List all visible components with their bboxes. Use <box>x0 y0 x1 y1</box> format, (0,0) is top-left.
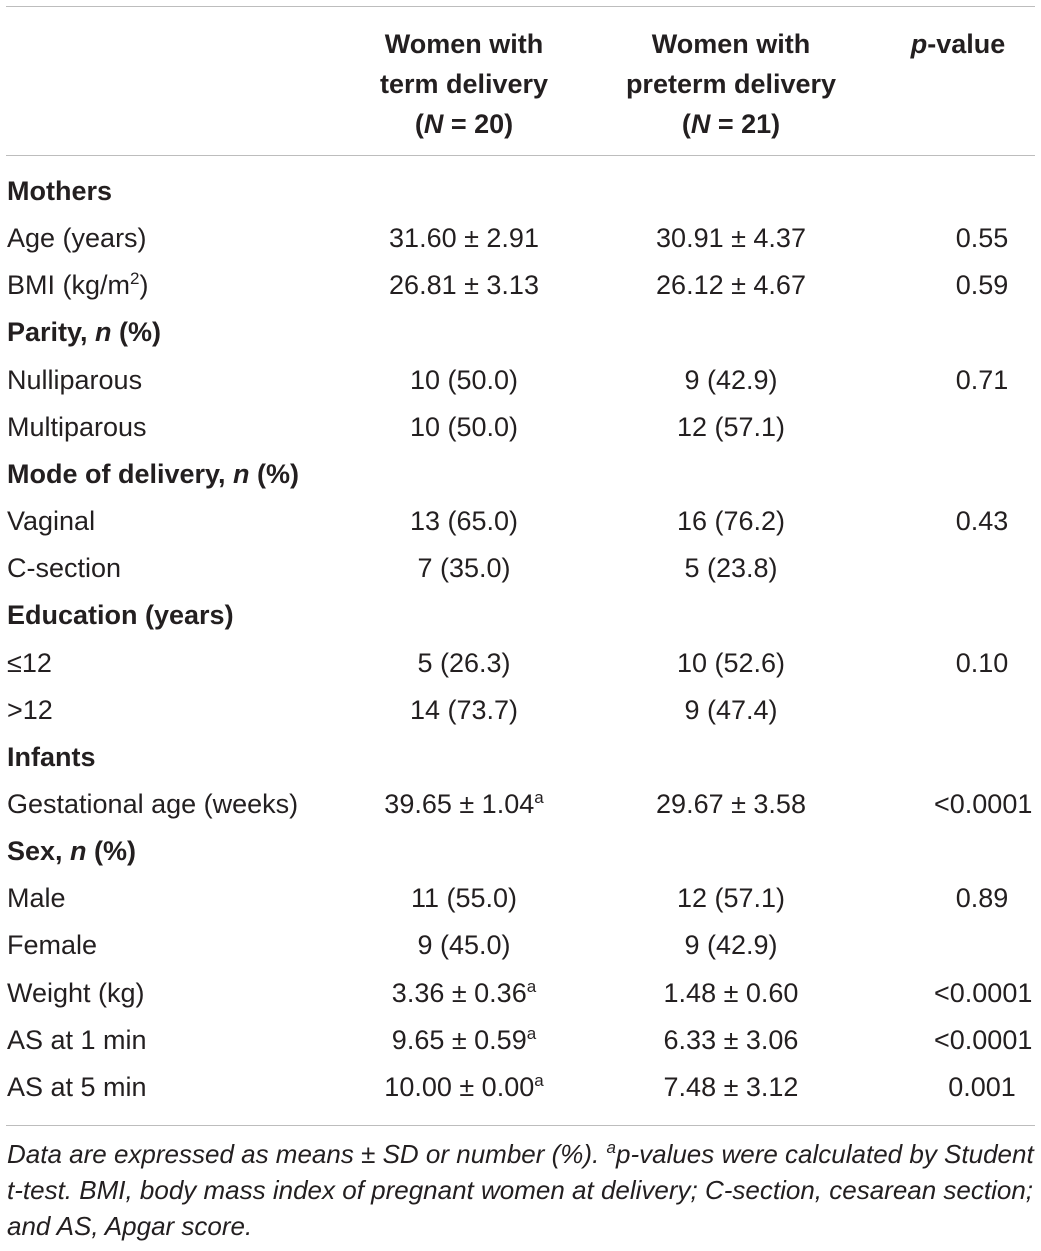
row-label: BMI $(kg/m^2)$ <box>7 269 149 300</box>
cell-term-delivery: 10 (50.0) <box>409 365 519 395</box>
footnote-superscript: a <box>606 1138 616 1157</box>
table-row <box>0 875 1041 922</box>
table-row <box>0 781 1041 828</box>
section-header-row <box>0 309 1041 356</box>
section-label: Sex, n (%) <box>7 836 137 866</box>
row-label: Gestational age (weeks) <box>7 789 299 819</box>
row-label: C-section <box>7 553 122 583</box>
row-label: Male <box>7 883 66 913</box>
header-preterm-delivery <box>608 24 854 144</box>
header-preterm-line3: (N = 21) <box>681 109 781 139</box>
cell-p-value: <0.0001 <box>934 1025 1033 1055</box>
cell-preterm-delivery: 26.12 ± 4.67 <box>656 270 806 300</box>
section-label: Parity, n (%) <box>7 317 162 347</box>
cell-preterm-delivery: 9 (47.4) <box>684 695 778 725</box>
cell-preterm-delivery: 7.48 ± 3.12 <box>663 1072 799 1102</box>
header-p-italic: p <box>910 29 928 59</box>
cell-term-delivery: 39.65 ± 1.04$^a$ <box>384 788 544 819</box>
section-label: Education (years) <box>7 600 234 630</box>
cell-p-value: <0.0001 <box>934 978 1033 1008</box>
cell-preterm-delivery: 30.91 ± 4.37 <box>656 223 806 253</box>
table-row <box>0 1017 1041 1064</box>
cell-p-value: 0.89 <box>955 883 1009 913</box>
cell-preterm-delivery: 9 (42.9) <box>684 365 778 395</box>
cell-term-delivery: 11 (55.0) <box>410 883 518 913</box>
cell-p-value: 0.55 <box>955 223 1009 253</box>
cell-p-value: 0.59 <box>955 270 1009 300</box>
table-row <box>0 970 1041 1017</box>
cell-term-delivery: 10 (50.0) <box>409 412 519 442</box>
table-row <box>0 262 1041 309</box>
cell-preterm-delivery: 12 (57.1) <box>676 883 786 913</box>
table-row <box>0 545 1041 592</box>
table-row <box>0 357 1041 404</box>
header-term-line2: term delivery <box>379 69 549 99</box>
section-header-row <box>0 451 1041 498</box>
header-p-value <box>892 24 1024 64</box>
table-bottom-rule <box>6 1125 1035 1126</box>
row-label: Female <box>7 930 98 960</box>
section-header-row <box>0 592 1041 639</box>
header-p-rest: -value <box>927 29 1006 59</box>
row-label: AS at 5 min <box>7 1072 147 1102</box>
header-term-delivery <box>346 24 582 144</box>
header-bottom-rule <box>6 155 1035 156</box>
row-label: ≤12 <box>7 648 52 678</box>
cell-p-value: <0.0001 <box>934 789 1033 819</box>
cell-term-delivery: 10.00 ± 0.00$^a$ <box>384 1071 544 1102</box>
cell-term-delivery: 7 (35.0) <box>417 553 511 583</box>
cell-preterm-delivery: 29.67 ± 3.58 <box>656 789 806 819</box>
cell-term-delivery: 31.60 ± 2.91 <box>389 223 539 253</box>
header-preterm-line2: preterm delivery <box>625 69 837 99</box>
row-label: Nulliparous <box>7 365 143 395</box>
row-label: Multiparous <box>7 412 147 442</box>
section-label: Mode of delivery, n (%) <box>7 459 300 489</box>
header-term-line3: (N = 20) <box>414 109 514 139</box>
cell-term-delivery: 9 (45.0) <box>417 930 511 960</box>
table-footnote <box>7 1136 1037 1244</box>
table-row <box>0 1064 1041 1111</box>
header-preterm-line1: Women with <box>651 29 811 59</box>
section-header-row <box>0 168 1041 215</box>
cell-preterm-delivery: 1.48 ± 0.60 <box>663 978 799 1008</box>
table-row <box>0 404 1041 451</box>
cell-p-value: 0.001 <box>948 1072 1016 1102</box>
cell-term-delivery: 14 (73.7) <box>409 695 519 725</box>
table-row <box>0 215 1041 262</box>
cell-preterm-delivery: 16 (76.2) <box>676 506 786 536</box>
section-header-row <box>0 734 1041 781</box>
cell-preterm-delivery: 10 (52.6) <box>676 648 786 678</box>
table-top-rule <box>6 6 1035 7</box>
row-label: Weight (kg) <box>7 978 145 1008</box>
table-row <box>0 640 1041 687</box>
footnote-part2: p-values were calculated by Student t-test. BMI, body mass index of pregnant women at delivery; C-section, cesarean section; and AS, Apgar score. <box>7 1139 1034 1241</box>
cell-p-value: 0.71 <box>955 365 1009 395</box>
table-row <box>0 687 1041 734</box>
cell-p-value: 0.43 <box>955 506 1009 536</box>
table-row <box>0 922 1041 969</box>
section-header-row <box>0 828 1041 875</box>
cell-p-value: 0.10 <box>955 648 1009 678</box>
footnote-part1: Data are expressed as means ± SD or number (%). <box>7 1139 607 1169</box>
cell-preterm-delivery: 12 (57.1) <box>676 412 786 442</box>
section-label: Mothers <box>7 176 113 206</box>
cell-term-delivery: 13 (65.0) <box>409 506 519 536</box>
cell-term-delivery: 5 (26.3) <box>417 648 511 678</box>
row-label: Age (years) <box>7 223 147 253</box>
header-term-line1: Women with <box>384 29 544 59</box>
table-row <box>0 498 1041 545</box>
section-label: Infants <box>7 742 96 772</box>
row-label: Vaginal <box>7 506 96 536</box>
cell-term-delivery: 26.81 ± 3.13 <box>389 270 539 300</box>
cell-preterm-delivery: 5 (23.8) <box>684 553 778 583</box>
cell-term-delivery: 3.36 ± 0.36$^a$ <box>391 977 537 1008</box>
row-label: >12 <box>7 695 53 725</box>
row-label: AS at 1 min <box>7 1025 147 1055</box>
cell-preterm-delivery: 9 (42.9) <box>684 930 778 960</box>
cell-term-delivery: 9.65 ± 0.59$^a$ <box>391 1024 537 1055</box>
cell-preterm-delivery: 6.33 ± 3.06 <box>663 1025 799 1055</box>
